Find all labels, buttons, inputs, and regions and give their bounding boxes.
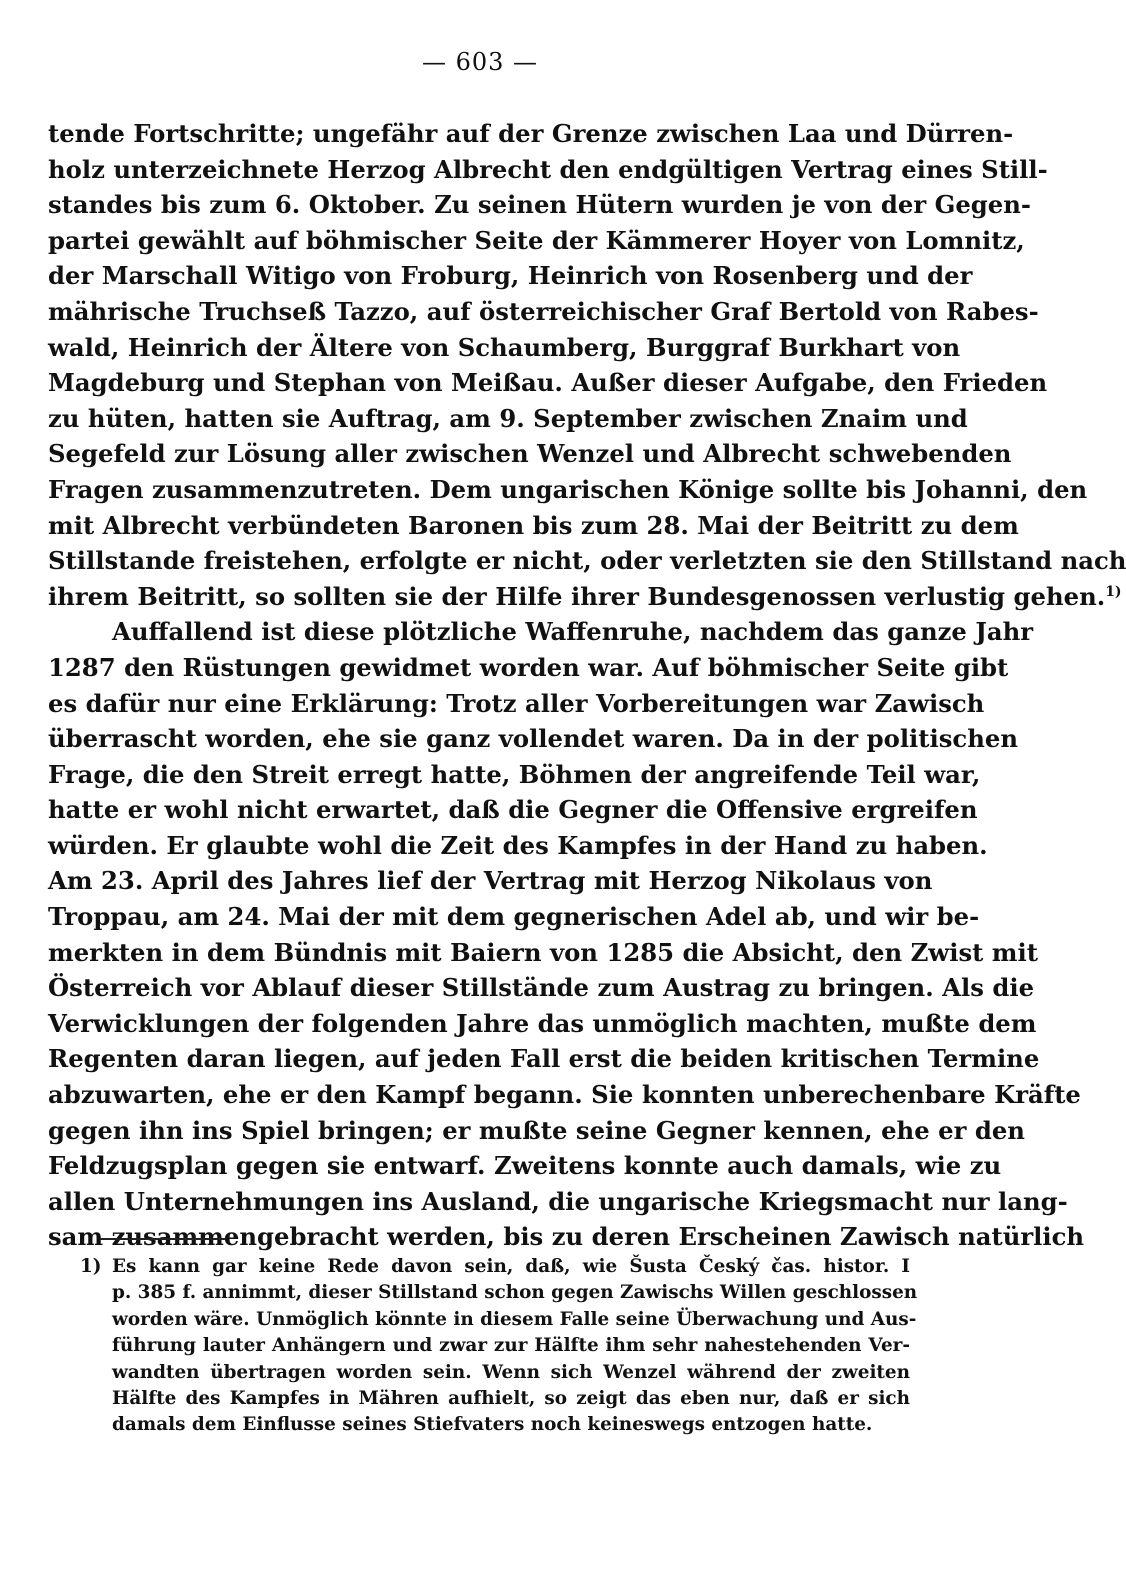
text-line: hatte er wohl nicht erwartet, daß die Gegner die Offensive ergreifen [48,795,978,825]
text-line: partei gewählt auf böhmischer Seite der Kämmerer Hoyer von Lomnitz, [48,225,1025,255]
text-line: tende Fortschritte; ungefähr auf der Grenze zwischen Laa und Dürren- [48,119,1014,148]
text-line: holz unterzeichnete Herzog Albrecht den endgültigen Vertrag eines Still- [48,154,1048,184]
text-line: sam zusammengebracht werden, bis zu deren Erscheinen Zawisch natürlich [48,1222,1085,1252]
text-line: Magdeburg und Stephan von Meißau. Außer dieser Aufgabe, den Frieden [48,368,1048,398]
paragraph-start: Auffallend ist diese plötzliche Waffenruhe, nachdem das ganze Jahr [112,617,1034,647]
text-line: Am 23. April des Jahres lief der Vertrag mit Herzog Nikolaus von [48,866,933,896]
text-line: merkten in dem Bündnis mit Baiern von 1285 die Absicht, den Zwist mit [48,937,1038,967]
footnote-line: p. 385 f. annimmt, dieser Stillstand schon gegen Zawischs Willen geschlossen [112,1282,918,1304]
text-line: es dafür nur eine Erklärung: Trotz aller Vorbereitungen war Zawisch [48,688,985,718]
footnote [80,1254,918,1439]
footnote-line: wandten übertragen worden sein. Wenn sich Wenzel während der zweiten [112,1361,910,1383]
main-text [48,116,1126,1255]
text-line: würden. Er glaubte wohl die Zeit des Kampfes in der Hand zu haben. [48,830,988,860]
footnote-reference[interactable]: 1) [1105,583,1122,600]
text-line: überrascht worden, ehe sie ganz vollendet waren. Da in der politischen [48,724,1018,754]
text-line: wald, Heinrich der Ältere von Schaumberg, Burggraf Burkhart von [48,332,961,362]
footnote-line: führung lauter Anhängern und zwar zur Hälfte ihm sehr nahestehenden Ver- [112,1335,910,1357]
text-line: Stillstande freistehen, erfolgte er nicht, oder verletzten sie den Stillstand nach [48,546,1126,576]
text-line: zu hüten, hatten sie Auftrag, am 9. September zwischen Znaim und [48,403,968,433]
text-line: Segefeld zur Lösung aller zwischen Wenzel und Albrecht schwebenden [48,439,1012,469]
footnote-number: 1) [80,1256,102,1277]
text-line: Regenten daran liegen, auf jeden Fall erst die beiden kritischen Termine [48,1044,1040,1074]
text-line: der Marschall Witigo von Froburg, Heinrich von Rosenberg und der [48,261,973,291]
text-line: Feldzugsplan gegen sie entwarf. Zweitens konnte auch damals, wie zu [48,1151,1002,1181]
text-line: allen Unternehmungen ins Ausland, die ungarische Kriegsmacht nur lang- [48,1186,1068,1216]
text-line: standes bis zum 6. Oktober. Zu seinen Hütern wurden je von der Gegen- [48,190,1031,220]
footnote-divider [100,1238,226,1240]
footnote-line: worden wäre. Unmöglich könnte in diesem Falle seine Überwachung und Aus- [112,1308,917,1330]
footnote-line: damals dem Einflusse seines Stiefvaters noch keineswegs entzogen hatte. [112,1414,873,1436]
text-line: Fragen zusammenzutreten. Dem ungarischen Könige sollte bis Johanni, den [48,474,1088,504]
text-line: Verwicklungen der folgenden Jahre das unmöglich machten, mußte dem [48,1008,1037,1038]
footnote-line: Hälfte des Kampfes in Mähren aufhielt, so zeigt das eben nur, daß er sich [112,1387,910,1409]
footnote-text: Es kann gar keine Rede davon sein, daß, wie Šusta Český čas. histor. I [112,1256,910,1277]
text-line: ihrem Beitritt, so sollten sie der Hilfe ihrer Bundesgenossen verlustig gehen. [48,581,1106,611]
text-line: Frage, die den Streit erregt hatte, Böhmen der angreifende Teil war, [48,759,981,789]
page-number: — 603 — [421,48,539,76]
text-line: Troppau, am 24. Mai der mit dem gegnerischen Adel ab, und wir be- [48,902,980,932]
text-line: gegen ihn ins Spiel bringen; er mußte seine Gegner kennen, ehe er den [48,1115,1025,1145]
text-line: Österreich vor Ablauf dieser Stillstände zum Austrag zu bringen. Als die [48,973,1035,1003]
text-line: mährische Truchseß Tazzo, auf österreichischer Graf Bertold von Rabes- [48,296,1039,326]
text-line: abzuwarten, ehe er den Kampf begann. Sie konnten unberechenbare Kräfte [48,1080,1081,1110]
footnote-line [80,1254,910,1280]
text-line-with-footnote [48,579,1122,615]
text-line: 1287 den Rüstungen gewidmet worden war. Auf böhmischer Seite gibt [48,652,1009,682]
text-line: mit Albrecht verbündeten Baronen bis zum 28. Mai der Beitritt zu dem [48,510,1019,540]
